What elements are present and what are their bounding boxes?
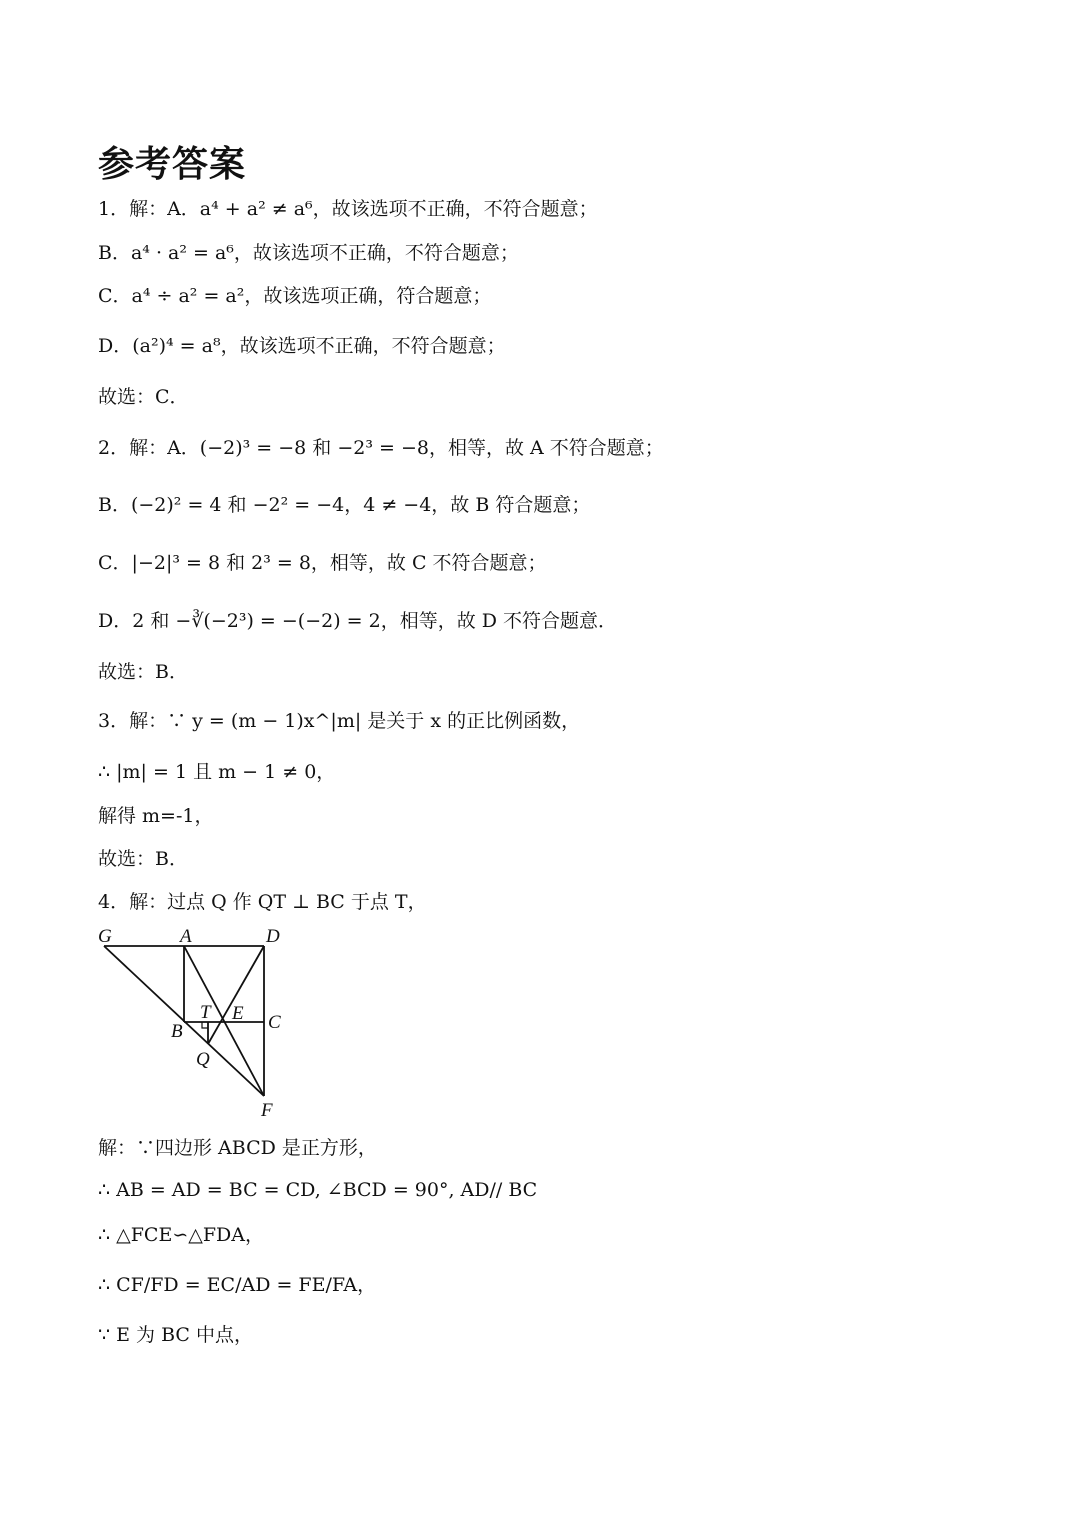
answer-line: D．(a²)⁴ = a⁸，故该选项不正确，不符合题意； xyxy=(98,335,506,357)
answer-line: B．(−2)² = 4 和 −2² = −4，4 ≠ −4，故 B 符合题意； xyxy=(98,494,591,516)
answer-line: 2．解：A．(−2)³ = −8 和 −2³ = −8，相等，故 A 不符合题意； xyxy=(98,437,664,459)
answer-line: C．|−2|³ = 8 和 2³ = 8，相等，故 C 不符合题意； xyxy=(98,552,547,574)
answer-line: ∴ △FCE∽△FDA， xyxy=(98,1224,264,1246)
answer-line: ∴ AB = AD = BC = CD, ∠BCD = 90°, AD// BC xyxy=(98,1179,538,1201)
answer-line: 解：∵四边形 ABCD 是正方形， xyxy=(98,1137,377,1159)
label-Q: Q xyxy=(196,1049,210,1070)
answer-line: C．a⁴ ÷ a² = a²，故该选项正确，符合题意； xyxy=(98,285,492,307)
answer-line: 4．解：过点 Q 作 QT ⊥ BC 于点 T， xyxy=(98,891,427,913)
label-E: E xyxy=(232,1003,244,1024)
answer-line: B．a⁴ · a² = a⁶，故该选项不正确，不符合题意； xyxy=(98,242,519,264)
label-B: B xyxy=(171,1021,183,1042)
answer-line: 故选：B． xyxy=(98,661,188,683)
label-A: A xyxy=(180,926,192,947)
label-C: C xyxy=(268,1012,281,1033)
answer-line: 3．解：∵ y = (m − 1)x^|m| 是关于 x 的正比例函数， xyxy=(98,710,581,732)
answer-line: D．2 和 −∛(−2³) = −(−2) = 2，相等，故 D 不符合题意． xyxy=(98,610,618,632)
answer-line: 1．解：A．a⁴ + a² ≠ a⁶，故该选项不正确，不符合题意； xyxy=(98,198,598,220)
answer-line: 故选：B． xyxy=(98,848,188,870)
geometry-figure xyxy=(92,922,302,1122)
label-F: F xyxy=(261,1100,273,1121)
label-T: T xyxy=(200,1002,211,1023)
answer-line: 解得 m=-1， xyxy=(98,805,214,827)
answer-line: ∴ |m| = 1 且 m − 1 ≠ 0， xyxy=(98,761,336,783)
answer-line: ∵ E 为 BC 中点， xyxy=(98,1324,253,1346)
answer-line: 故选：C． xyxy=(98,386,189,408)
answer-line: ∴ CF/FD = EC/AD = FE/FA， xyxy=(98,1274,377,1296)
label-G: G xyxy=(98,926,112,947)
label-D: D xyxy=(266,926,280,947)
line-DQ xyxy=(208,946,264,1044)
page-title: 参考答案 xyxy=(98,144,247,185)
